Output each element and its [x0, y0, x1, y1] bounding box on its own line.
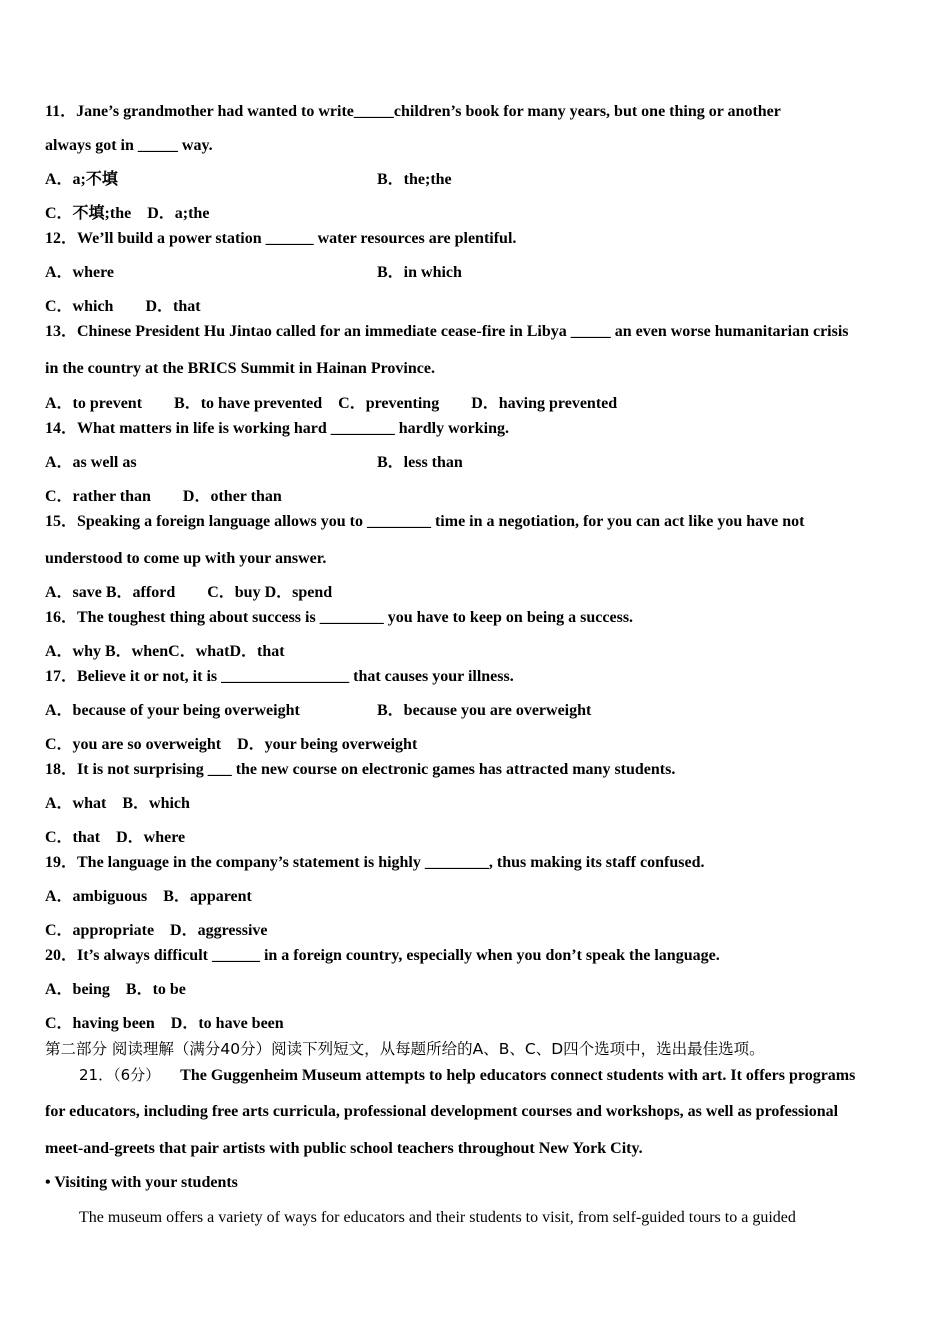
question-11-option-b: B．the;the	[377, 171, 452, 188]
question-15-line-2: understood to come up with your answer.	[45, 550, 327, 567]
question-14-option-b: B．less than	[377, 454, 463, 471]
question-13-line-2: in the country at the BRICS Summit in Hainan Province.	[45, 360, 435, 377]
question-11-line-2: always got in _____ way.	[45, 137, 213, 154]
question-19-options-cd: C．appropriate D．aggressive	[45, 922, 268, 939]
question-15-options: A．save B．afford C．buy D．spend	[45, 584, 333, 601]
question-17-options-cd: C．you are so overweight D．your being overweight	[45, 736, 418, 753]
question-14-line-1: 14．What matters in life is working hard ________ hardly working.	[45, 420, 510, 437]
question-14-options-cd: C．rather than D．other than	[45, 488, 282, 505]
question-13-options: A．to prevent B．to have prevented C．preventing D．having prevented	[45, 395, 618, 412]
question-18-options-cd: C．that D．where	[45, 829, 186, 846]
passage-line-3: meet-and-greets that pair artists with public school teachers throughout New York City.	[45, 1140, 643, 1157]
question-20-options-ab: A．being B．to be	[45, 981, 186, 998]
passage-first-line	[79, 1065, 855, 1086]
question-12-option-a: A．where	[45, 264, 115, 281]
question-18-line-1: 18．It is not surprising ___ the new course on electronic games has attracted many students.	[45, 761, 676, 778]
section-header: 第二部分 阅读理解（满分40分）阅读下列短文，从每题所给的A、B、C、D四个选项中，选出最佳选项。	[45, 1040, 765, 1058]
question-11-line-1: 11．Jane’s grandmother had wanted to write_____children’s book for many years, but one thing or another	[45, 103, 781, 120]
question-11-options-cd: C．不填;the D．a;the	[45, 205, 210, 222]
question-19-options-ab: A．ambiguous B．apparent	[45, 888, 252, 905]
question-12-line-1: 12．We’ll build a power station ______ water resources are plentiful.	[45, 230, 517, 247]
question-15-line-1: 15．Speaking a foreign language allows you to ________ time in a negotiation, for you can act like you have not	[45, 513, 805, 530]
question-20-line-1: 20．It’s always difficult ______ in a foreign country, especially when you don’t speak the language.	[45, 947, 720, 964]
passage-line-1: The Guggenheim Museum attempts to help educators connect students with art. It offers programs	[180, 1067, 856, 1084]
question-17-line-1: 17．Believe it or not, it is ________________ that causes your illness.	[45, 668, 514, 685]
question-17-option-a: A．because of your being overweight	[45, 702, 300, 719]
passage-line-2: for educators, including free arts curricula, professional development courses and workshops, as well as professional	[45, 1103, 839, 1120]
question-17-option-b: B．because you are overweight	[377, 702, 592, 719]
question-12-option-b: B．in which	[377, 264, 462, 281]
question-12-options-cd: C．which D．that	[45, 298, 201, 315]
question-18-options-ab: A．what B．which	[45, 795, 190, 812]
question-16-options: A．why B．whenC．whatD．that	[45, 643, 285, 660]
question-13-line-1: 13．Chinese President Hu Jintao called for an immediate cease-fire in Libya _____ an even worse humanitarian crisis	[45, 323, 849, 340]
question-14-option-a: A．as well as	[45, 454, 137, 471]
question-20-options-cd: C．having been D．to have been	[45, 1015, 284, 1032]
question-19-line-1: 19．The language in the company’s statement is highly ________, thus making its staff confused.	[45, 854, 705, 871]
passage-subheading: • Visiting with your students	[45, 1174, 238, 1191]
passage-body: The museum offers a variety of ways for educators and their students to visit, from self-guided tours to a guided	[79, 1209, 796, 1226]
question-21-number: 21．（6分）	[79, 1066, 161, 1084]
question-11-option-a: A．a;不填	[45, 171, 118, 188]
question-16-line-1: 16．The toughest thing about success is ________ you have to keep on being a success.	[45, 609, 634, 626]
